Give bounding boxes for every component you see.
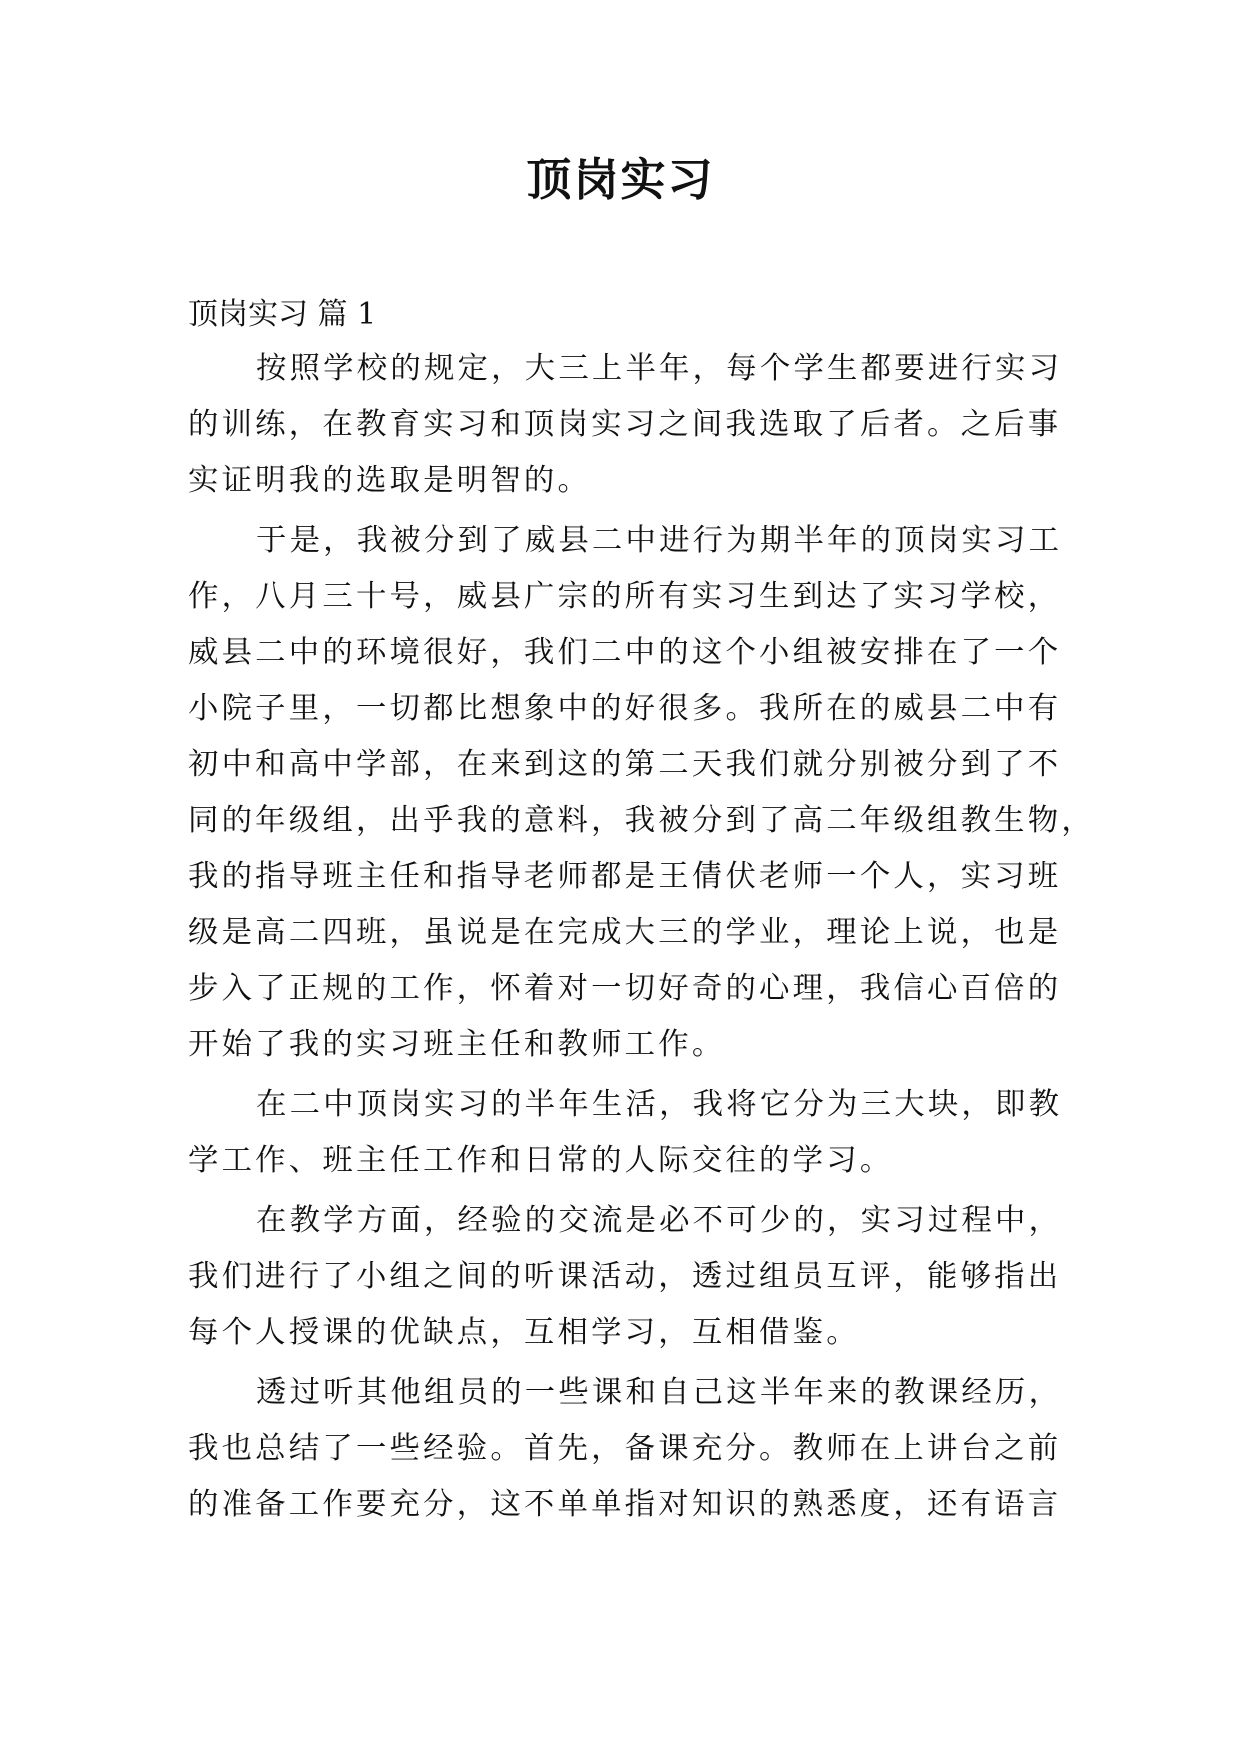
paragraph-line: 我也总结了一些经验。首先，备课充分。教师在上讲台之前 (188, 1431, 1062, 1466)
paragraph-line: 步入了正规的工作，怀着对一切好奇的心理，我信心百倍的 (188, 971, 1062, 1006)
paragraph-line: 的训练，在教育实习和顶岗实习之间我选取了后者。之后事 (188, 407, 1062, 442)
section-heading: 顶岗实习 篇 1 (188, 297, 377, 332)
paragraph-line: 于是，我被分到了威县二中进行为期半年的顶岗实习工 (256, 523, 1063, 558)
paragraph-line: 小院子里，一切都比想象中的好很多。我所在的威县二中有 (188, 691, 1062, 726)
paragraph-line: 级是高二四班，虽说是在完成大三的学业，理论上说，也是 (188, 915, 1062, 950)
paragraph-line: 的准备工作要充分，这不单单指对知识的熟悉度，还有语言 (188, 1487, 1062, 1522)
paragraph-line: 在教学方面，经验的交流是必不可少的，实习过程中， (256, 1203, 1063, 1238)
paragraph-line: 我的指导班主任和指导老师都是王倩伏老师一个人，实习班 (188, 859, 1062, 894)
paragraph-line: 每个人授课的优缺点，互相学习，互相借鉴。 (188, 1315, 860, 1350)
paragraph-line: 我们进行了小组之间的听课活动，透过组员互评，能够指出 (188, 1259, 1062, 1294)
paragraph-line: 初中和高中学部，在来到这的第二天我们就分别被分到了不 (188, 747, 1062, 782)
paragraph-line: 威县二中的环境很好，我们二中的这个小组被安排在了一个 (188, 635, 1062, 670)
paragraph-line: 实证明我的选取是明智的。 (188, 463, 592, 498)
paragraph-line: 按照学校的规定，大三上半年，每个学生都要进行实习 (256, 351, 1063, 386)
document-title: 顶岗实习 (526, 153, 715, 206)
paragraph-line: 开始了我的实习班主任和教师工作。 (188, 1027, 726, 1062)
paragraph-line: 在二中顶岗实习的半年生活，我将它分为三大块，即教 (256, 1087, 1063, 1122)
paragraph-line: 透过听其他组员的一些课和自己这半年来的教课经历， (256, 1375, 1063, 1410)
paragraph-line: 作，八月三十号，威县广宗的所有实习生到达了实习学校， (188, 579, 1062, 614)
paragraph-line: 学工作、班主任工作和日常的人际交往的学习。 (188, 1143, 894, 1178)
paragraph-line: 同的年级组，出乎我的意料，我被分到了高二年级组教生物， (188, 803, 1095, 838)
